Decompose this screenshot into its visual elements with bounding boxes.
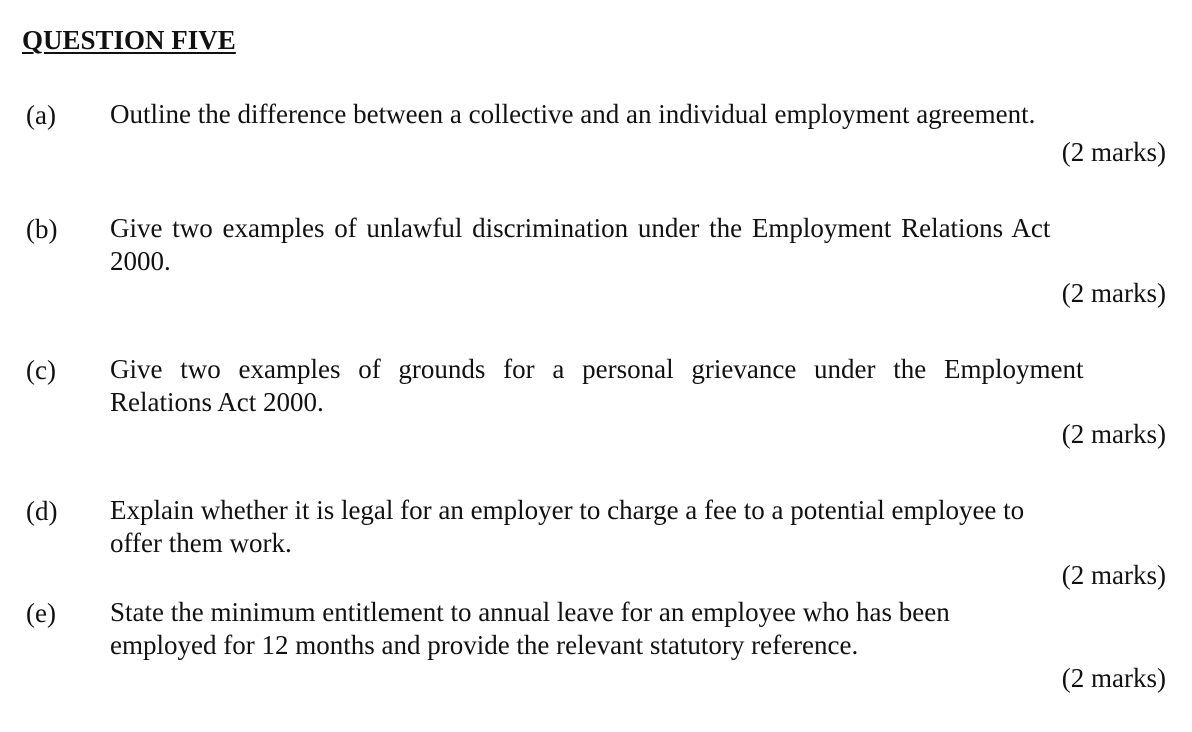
question-text-line: Outline the difference between a collective and an individual employment agreement. [110,99,1036,129]
question-text-line: 2000. [110,246,171,276]
question-letter: (e) [26,598,56,628]
question-letter: (d) [26,496,58,526]
question-marks: (2 marks) [1061,560,1166,590]
question-text-line: State the minimum entitlement to annual leave for an employee who has been [110,597,950,627]
question-marks: (2 marks) [1061,278,1166,308]
question-letter: (b) [26,214,58,244]
question-text-line: offer them work. [110,528,292,558]
question-marks: (2 marks) [1061,419,1166,449]
question-text-line: employed for 12 months and provide the relevant statutory reference. [110,630,859,660]
question-text-line: Explain whether it is legal for an employer to charge a fee to a potential employee to [110,495,1025,525]
question-text-line: Give two examples of unlawful discrimination under the Employment Relations Act [110,213,1051,243]
page-title: QUESTION FIVE [22,25,236,55]
question-letter: (c) [26,355,56,385]
question-letter: (a) [26,100,56,130]
question-marks: (2 marks) [1061,137,1166,167]
question-text-line: Give two examples of grounds for a personal grievance under the Employment [110,354,1084,384]
question-marks: (2 marks) [1061,663,1166,693]
question-text-line: Relations Act 2000. [110,387,324,417]
